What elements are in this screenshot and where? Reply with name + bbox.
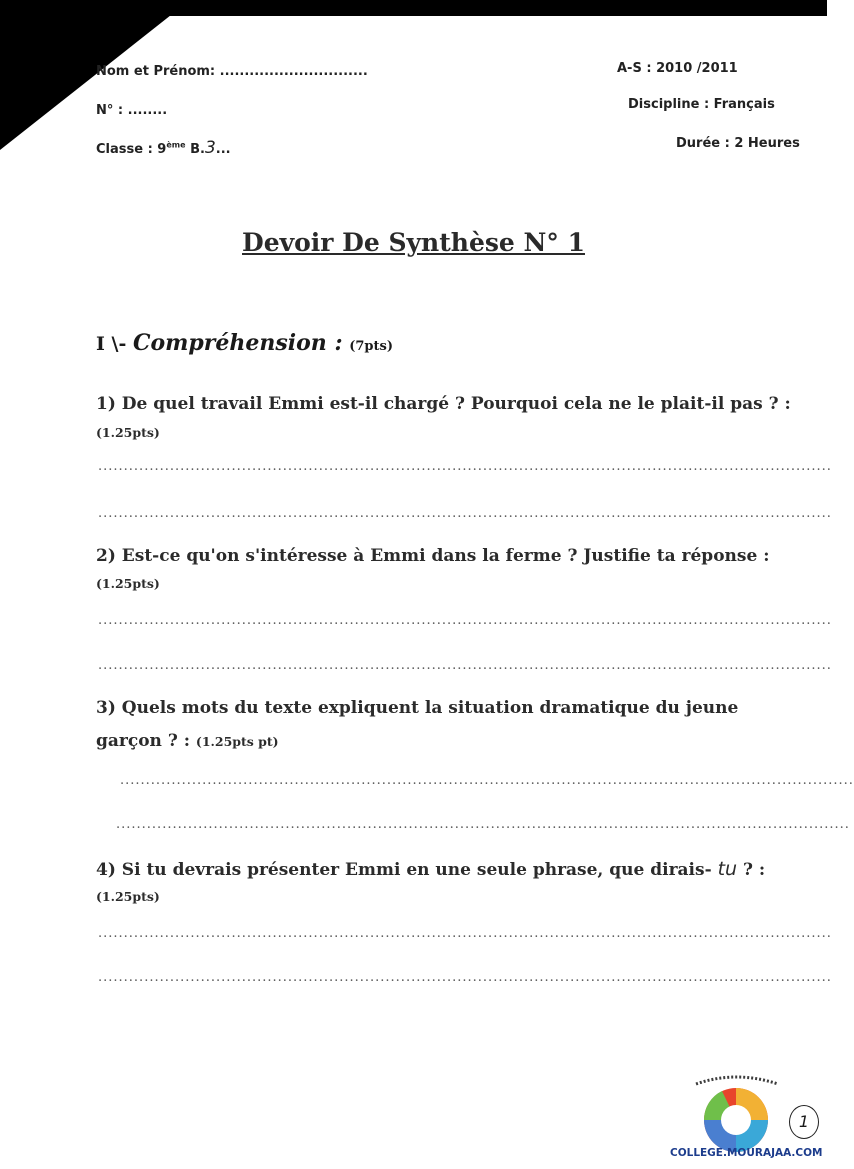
question-4-points: (1.25pts) [96,889,160,904]
question-4-trailing: ? : [743,860,766,880]
answer-line[interactable]: ............................................................................................................................................... [98,613,832,628]
answer-line[interactable]: ............................................................................................................................................... [98,658,832,673]
site-url: COLLEGE.MOURAJAA.COM [670,1147,823,1159]
section-heading [96,330,393,356]
class-label: Classe : 9 [96,142,167,157]
question-2: 2) Est-ce qu'on s'intéresse à Emmi dans la ferme ? Justifie ta réponse : [96,546,770,566]
answer-line[interactable]: ............................................................................................................................................... [98,459,832,474]
number-field: N° : ........ [96,103,168,118]
question-3: 3) Quels mots du texte expliquent la situation dramatique du jeune [96,698,739,718]
question-3-continuation: garçon ? : [96,731,190,751]
question-1-points: (1.25pts) [96,425,160,440]
school-year: A-S : 2010 /2011 [617,61,738,76]
answer-line[interactable]: ............................................................................................................................................... [116,817,850,832]
discipline: Discipline : Français [628,97,775,112]
name-field: Nom et Prénom: .............................. [96,64,368,79]
duration: Durée : 2 Heures [676,136,800,151]
class-superscript: ème [166,140,186,150]
question-4-handwritten: tu [717,858,738,880]
section-numeral: I \- [96,333,127,355]
question-4 [96,858,765,880]
question-4-text: 4) Si tu devrais présenter Emmi en une seule phrase, que dirais- [96,860,712,880]
class-handwritten: 3 [204,138,216,158]
answer-line[interactable]: ............................................................................................................................................... [120,773,854,788]
page-number: 1 [789,1105,819,1139]
answer-line[interactable]: ............................................................................................................................................... [98,926,832,941]
section-name: Compréhension : [132,330,343,356]
class-section: B. [190,142,205,157]
answer-line[interactable]: ............................................................................................................................................... [98,506,832,521]
question-3-points: (1.25pts pt) [195,734,279,749]
question-2-points: (1.25pts) [96,576,160,591]
question-3-line2 [96,731,279,751]
question-1: 1) De quel travail Emmi est-il chargé ? Pourquoi cela ne le plait-il pas ? : [96,394,791,414]
section-points: (7pts) [349,339,393,354]
class-trailing: ... [215,142,231,157]
answer-line[interactable]: ............................................................................................................................................... [98,970,832,985]
class-field [96,138,231,158]
page-title: Devoir De Synthèse N° 1 [242,228,585,257]
